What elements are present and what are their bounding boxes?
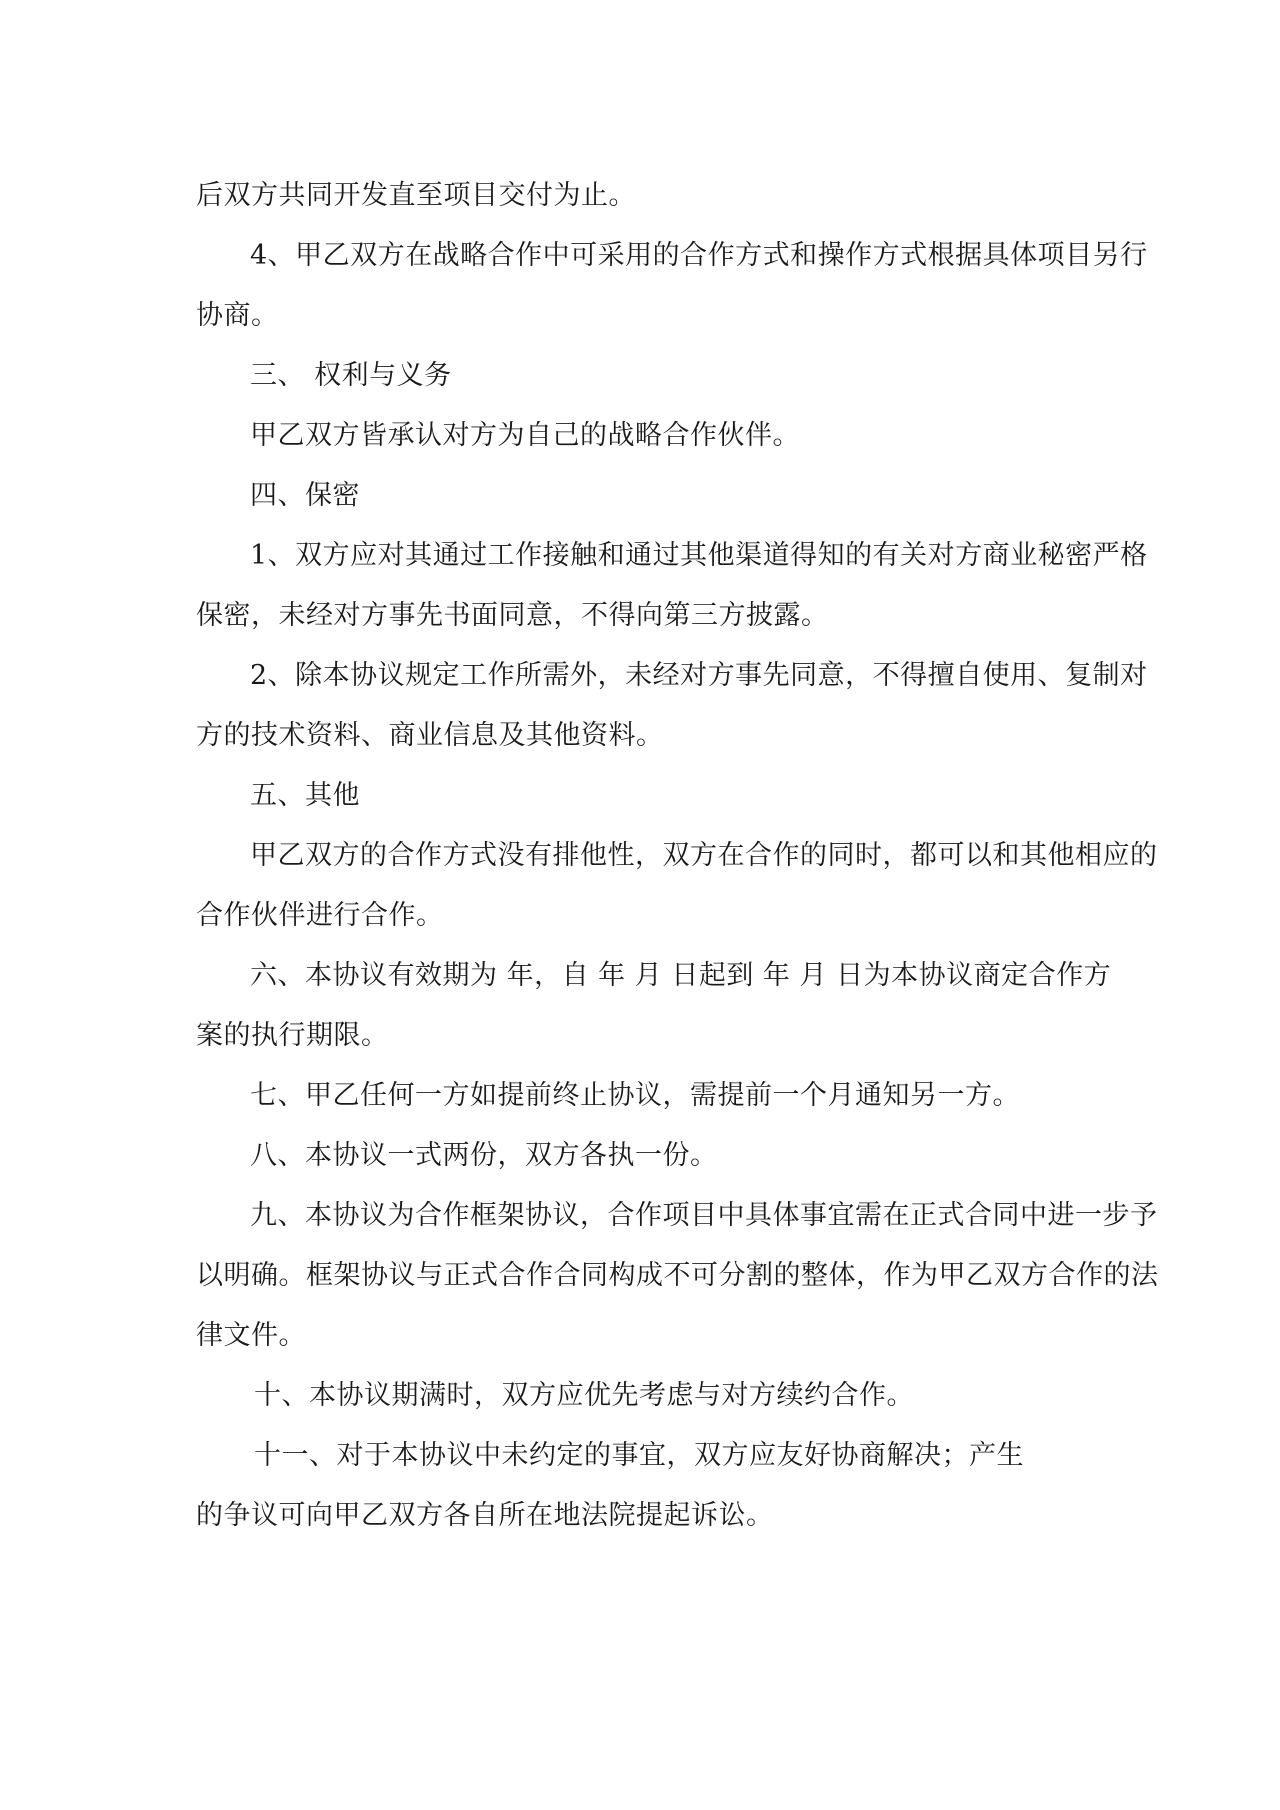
text-line-1: 后双方共同开发直至项目交付为止。 <box>196 180 636 211</box>
text-line-2: 4、甲乙双方在战略合作中可采用的合作方式和操作方式根据具体项目另行 <box>250 240 1148 271</box>
text-line-22: 十一、对于本协议中未约定的事宜，双方应友好协商解决；产生 <box>254 1440 1024 1471</box>
text-line-20: 律文件。 <box>196 1320 306 1351</box>
text-line-15: 案的执行期限。 <box>196 1020 389 1051</box>
text-line-5: 甲乙双方皆承认对方为自己的战略合作伙伴。 <box>250 420 800 451</box>
text-line-8: 保密，未经对方事先书面同意，不得向第三方披露。 <box>196 600 829 631</box>
section-heading-other: 五、其他 <box>250 780 360 811</box>
text-line-21: 十、本协议期满时，双方应优先考虑与对方续约合作。 <box>254 1380 914 1411</box>
text-line-10: 方的技术资料、商业信息及其他资料。 <box>196 720 664 751</box>
text-line-17: 八、本协议一式两份，双方各执一份。 <box>250 1140 718 1171</box>
text-line-16: 七、甲乙任何一方如提前终止协议，需提前一个月通知另一方。 <box>250 1080 1020 1111</box>
text-line-14: 六、本协议有效期为 年，自 年 月 日起到 年 月 日为本协议商定合作方 <box>250 960 1112 991</box>
section-heading-rights: 三、 权利与义务 <box>250 360 452 391</box>
text-line-12: 甲乙双方的合作方式没有排他性，双方在合作的同时，都可以和其他相应的 <box>250 840 1158 871</box>
section-heading-confidentiality: 四、保密 <box>250 480 360 511</box>
text-line-23: 的争议可向甲乙双方各自所在地法院提起诉讼。 <box>196 1500 774 1531</box>
text-line-18: 九、本协议为合作框架协议，合作项目中具体事宜需在正式合同中进一步予 <box>250 1200 1158 1231</box>
text-line-3: 协商。 <box>196 300 279 331</box>
text-line-19: 以明确。框架协议与正式合作合同构成不可分割的整体，作为甲乙双方合作的法 <box>196 1260 1159 1291</box>
text-line-7: 1、双方应对其通过工作接触和通过其他渠道得知的有关对方商业秘密严格 <box>250 540 1148 571</box>
text-line-9: 2、除本协议规定工作所需外，未经对方事先同意，不得擅自使用、复制对 <box>250 660 1148 691</box>
text-line-13: 合作伙伴进行合作。 <box>196 900 444 931</box>
